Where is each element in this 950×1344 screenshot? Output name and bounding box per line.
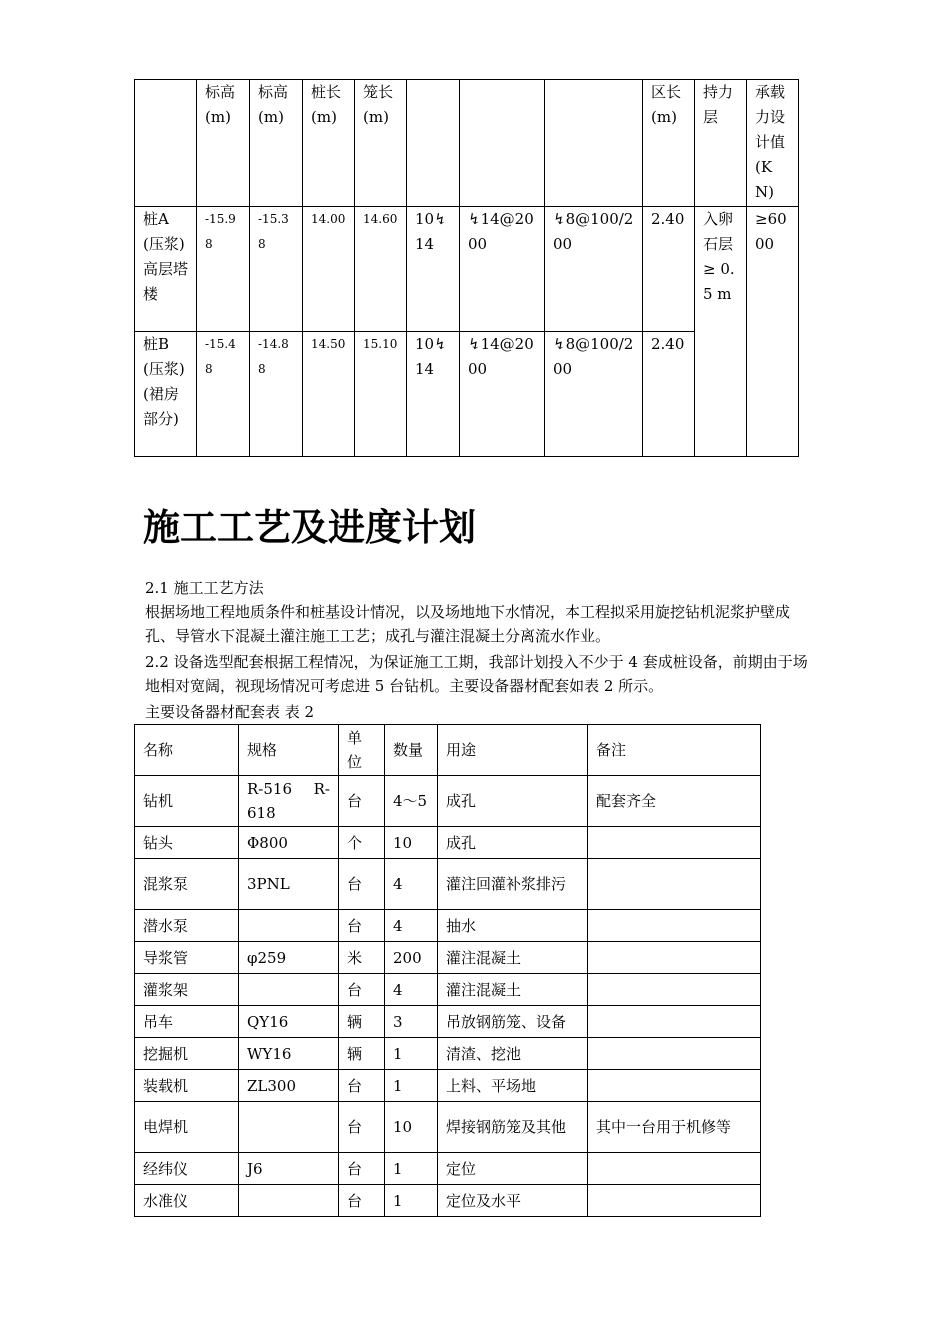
table-row <box>135 827 761 859</box>
table-cell <box>588 1038 761 1070</box>
table-cell: 吊车 <box>135 1006 239 1038</box>
table-cell: -15.38 <box>250 207 303 332</box>
table-cell: 桩B(压浆)(裙房部分) <box>135 332 197 457</box>
table-cell: 数量 <box>385 725 438 776</box>
table-row <box>135 1153 761 1185</box>
table-cell: 14.50 <box>303 332 355 457</box>
table-cell <box>588 1185 761 1217</box>
table-cell: 标高(m) <box>250 80 303 207</box>
table-cell: ↯14@2000 <box>460 332 545 457</box>
table-cell <box>239 1185 339 1217</box>
table-row <box>135 974 761 1006</box>
table-row <box>135 1006 761 1038</box>
table-cell: 电焊机 <box>135 1102 239 1153</box>
table-cell: 水准仪 <box>135 1185 239 1217</box>
table-cell: 混浆泵 <box>135 859 239 910</box>
table-cell: 台 <box>339 1185 385 1217</box>
table-cell <box>588 859 761 910</box>
table-cell <box>239 1102 339 1153</box>
table-cell: 3 <box>385 1006 438 1038</box>
table-cell: 吊放钢筋笼、设备 <box>438 1006 588 1038</box>
section-heading: 施工工艺及进度计划 <box>143 506 476 549</box>
table-cell: 台 <box>339 859 385 910</box>
table-cell: 规格 <box>239 725 339 776</box>
table-cell: QY16 <box>239 1006 339 1038</box>
table-cell: ↯8@100/200 <box>545 207 643 332</box>
table-cell: 3PNL <box>239 859 339 910</box>
table-cell: 辆 <box>339 1038 385 1070</box>
table-cell: 4 <box>385 974 438 1006</box>
table-cell: -14.88 <box>250 332 303 457</box>
table-cell: 导浆管 <box>135 942 239 974</box>
table-cell <box>407 80 460 207</box>
table-cell: 14.60 <box>355 207 407 332</box>
table-row <box>135 1070 761 1102</box>
table-cell: 4 <box>385 859 438 910</box>
table-cell: WY16 <box>239 1038 339 1070</box>
table-cell: 钻头 <box>135 827 239 859</box>
table-cell: 1 <box>385 1153 438 1185</box>
table-caption: 主要设备器材配套表 表 2 <box>145 703 315 721</box>
table-cell <box>588 1153 761 1185</box>
table-cell: 标高(m) <box>197 80 250 207</box>
table-cell: 其中一台用于机修等 <box>588 1102 761 1153</box>
table-cell: 200 <box>385 942 438 974</box>
table-cell: 个 <box>339 827 385 859</box>
table-cell: 上料、平场地 <box>438 1070 588 1102</box>
table-cell: J6 <box>239 1153 339 1185</box>
table-cell: 持力层 <box>695 80 747 207</box>
table-cell: 笼长(m) <box>355 80 407 207</box>
table-cell: 14.00 <box>303 207 355 332</box>
table-cell: R-516 R-618 <box>239 776 339 827</box>
table-cell: ↯14@2000 <box>460 207 545 332</box>
table-cell: 桩A(压浆)高层塔楼 <box>135 207 197 332</box>
table-cell: 台 <box>339 1102 385 1153</box>
table-cell: 10↯14 <box>407 332 460 457</box>
table-cell <box>545 80 643 207</box>
table-cell: 成孔 <box>438 776 588 827</box>
table-cell: 装载机 <box>135 1070 239 1102</box>
table-header-row <box>135 80 799 207</box>
table-cell: 台 <box>339 910 385 942</box>
table-cell: 潜水泵 <box>135 910 239 942</box>
table-cell: 抽水 <box>438 910 588 942</box>
table-cell: 灌浆架 <box>135 974 239 1006</box>
table-row <box>135 1038 761 1070</box>
table-cell: 承载力设计值(KN) <box>747 80 799 207</box>
table-cell: 成孔 <box>438 827 588 859</box>
table-cell: ↯8@100/200 <box>545 332 643 457</box>
paragraph: 2.2 设备选型配套根据工程情况，为保证施工工期，我部计划投入不少于 4 套成桩设备，前期由于场地相对宽阔，视现场情况可考虑进 5 台钻机。主要设备器材配套如表 2 所示。 <box>145 653 808 695</box>
table-cell <box>460 80 545 207</box>
table-cell: 灌注回灌补浆排污 <box>438 859 588 910</box>
table-cell: 焊接钢筋笼及其他 <box>438 1102 588 1153</box>
table-cell: 桩长(m) <box>303 80 355 207</box>
table-cell: 入卵石层≥ 0.5 m <box>695 207 747 457</box>
table-cell: φ259 <box>239 942 339 974</box>
table-cell: -15.98 <box>197 207 250 332</box>
table-cell: 灌注混凝土 <box>438 974 588 1006</box>
table-cell: 灌注混凝土 <box>438 942 588 974</box>
table-row <box>135 859 761 910</box>
table-cell: 台 <box>339 776 385 827</box>
table-cell: ≥6000 <box>747 207 799 457</box>
table-cell: 单位 <box>339 725 385 776</box>
table-cell: 区长(m) <box>643 80 695 207</box>
table-cell: 米 <box>339 942 385 974</box>
table-cell: 经纬仪 <box>135 1153 239 1185</box>
table-cell: 配套齐全 <box>588 776 761 827</box>
table-header-row <box>135 725 761 776</box>
table-cell: ZL300 <box>239 1070 339 1102</box>
table-cell <box>588 827 761 859</box>
table-cell: 10↯14 <box>407 207 460 332</box>
table-cell: 挖掘机 <box>135 1038 239 1070</box>
table-cell: 15.10 <box>355 332 407 457</box>
table-row <box>135 776 761 827</box>
table-cell: 备注 <box>588 725 761 776</box>
table-cell: 4 <box>385 910 438 942</box>
table-cell <box>588 1070 761 1102</box>
table-cell: 4～5 <box>385 776 438 827</box>
subsection-title: 2.1 施工工艺方法 <box>145 579 264 597</box>
table-row <box>135 207 799 332</box>
table-cell <box>588 910 761 942</box>
table-cell: 2.40 <box>643 207 695 332</box>
table-row <box>135 942 761 974</box>
table-cell: 1 <box>385 1070 438 1102</box>
table-cell <box>588 974 761 1006</box>
table-cell: 1 <box>385 1038 438 1070</box>
table-cell: -15.48 <box>197 332 250 457</box>
table-cell: 用途 <box>438 725 588 776</box>
table-cell: 定位 <box>438 1153 588 1185</box>
table-row <box>135 1102 761 1153</box>
table-cell: 2.40 <box>643 332 695 457</box>
pile-parameter-table <box>134 79 799 457</box>
equipment-table <box>134 724 761 1217</box>
table-cell: 10 <box>385 1102 438 1153</box>
table-cell: 台 <box>339 1153 385 1185</box>
table-cell: 名称 <box>135 725 239 776</box>
table-cell <box>135 80 197 207</box>
table-cell: 台 <box>339 1070 385 1102</box>
table-cell <box>239 910 339 942</box>
paragraph: 根据场地工程地质条件和桩基设计情况，以及场地地下水情况，本工程拟采用旋挖钻机泥浆护壁成孔、导管水下混凝土灌注施工工艺；成孔与灌注混凝土分离流水作业。 <box>145 603 791 645</box>
table-cell: 台 <box>339 974 385 1006</box>
table-row <box>135 1185 761 1217</box>
table-cell: 10 <box>385 827 438 859</box>
table-cell <box>588 942 761 974</box>
table-cell: 钻机 <box>135 776 239 827</box>
table-cell: 1 <box>385 1185 438 1217</box>
table-cell: 辆 <box>339 1006 385 1038</box>
table-cell <box>239 974 339 1006</box>
table-cell: Φ800 <box>239 827 339 859</box>
table-cell: 清渣、挖池 <box>438 1038 588 1070</box>
table-cell: 定位及水平 <box>438 1185 588 1217</box>
table-cell <box>588 1006 761 1038</box>
table-row <box>135 910 761 942</box>
